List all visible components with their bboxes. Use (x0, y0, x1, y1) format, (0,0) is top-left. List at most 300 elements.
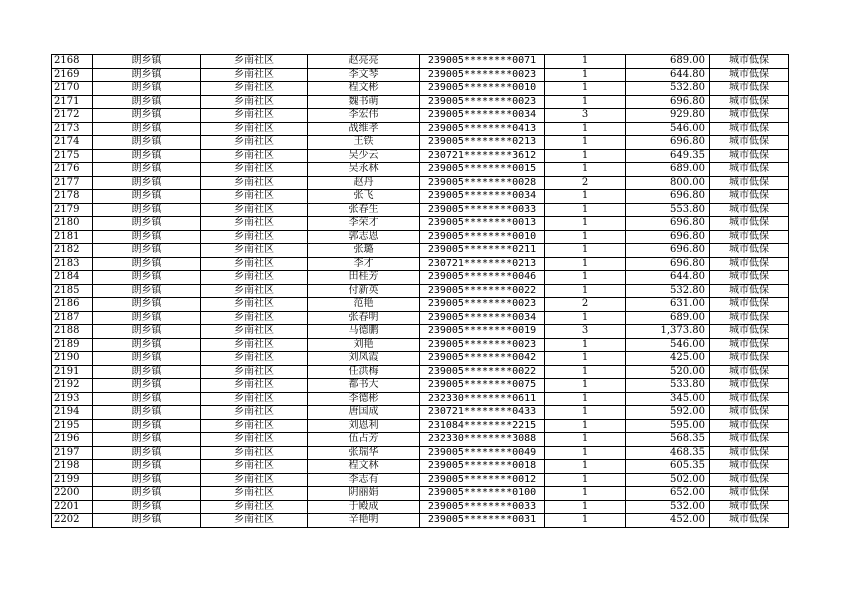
category-cell: 城市低保 (710, 122, 789, 136)
name-cell: 唐国成 (308, 406, 420, 420)
name-cell: 范艳 (308, 298, 420, 312)
community-cell: 乡南社区 (201, 473, 308, 487)
id-number-cell: 232330********3088 (420, 433, 545, 447)
category-cell: 城市低保 (710, 190, 789, 204)
row-number: 2179 (52, 203, 93, 217)
town-cell: 朗乡镇 (93, 325, 201, 339)
household-size-cell: 1 (545, 392, 626, 406)
row-number: 2199 (52, 473, 93, 487)
community-cell: 乡南社区 (201, 365, 308, 379)
table-row (52, 473, 789, 487)
table-row (52, 203, 789, 217)
category-cell: 城市低保 (710, 55, 789, 69)
community-cell: 乡南社区 (201, 392, 308, 406)
community-cell: 乡南社区 (201, 257, 308, 271)
town-cell: 朗乡镇 (93, 419, 201, 433)
name-cell: 张飞 (308, 190, 420, 204)
id-number-cell: 239005********0012 (420, 473, 545, 487)
table-row (52, 109, 789, 123)
amount-cell: 631.00 (626, 298, 710, 312)
amount-cell: 533.80 (626, 379, 710, 393)
row-number: 2178 (52, 190, 93, 204)
community-cell: 乡南社区 (201, 136, 308, 150)
household-size-cell: 1 (545, 446, 626, 460)
name-cell: 伍占芳 (308, 433, 420, 447)
category-cell: 城市低保 (710, 176, 789, 190)
household-size-cell: 1 (545, 203, 626, 217)
community-cell: 乡南社区 (201, 149, 308, 163)
id-number-cell: 239005********0071 (420, 55, 545, 69)
table-row (52, 68, 789, 82)
name-cell: 郭志恩 (308, 230, 420, 244)
name-cell: 刘恩利 (308, 419, 420, 433)
amount-cell: 532.00 (626, 500, 710, 514)
amount-cell: 649.35 (626, 149, 710, 163)
community-cell: 乡南社区 (201, 230, 308, 244)
name-cell: 李德彬 (308, 392, 420, 406)
id-number-cell: 239005********0023 (420, 338, 545, 352)
amount-cell: 644.80 (626, 68, 710, 82)
town-cell: 朗乡镇 (93, 82, 201, 96)
amount-cell: 546.00 (626, 122, 710, 136)
id-number-cell: 232330********0611 (420, 392, 545, 406)
name-cell: 赵亮亮 (308, 55, 420, 69)
category-cell: 城市低保 (710, 460, 789, 474)
table-row (52, 514, 789, 528)
id-number-cell: 239005********0033 (420, 500, 545, 514)
category-cell: 城市低保 (710, 109, 789, 123)
household-size-cell: 3 (545, 325, 626, 339)
household-size-cell: 1 (545, 149, 626, 163)
amount-cell: 520.00 (626, 365, 710, 379)
row-number: 2193 (52, 392, 93, 406)
household-size-cell: 1 (545, 419, 626, 433)
town-cell: 朗乡镇 (93, 176, 201, 190)
row-number: 2198 (52, 460, 93, 474)
id-number-cell: 239005********0010 (420, 230, 545, 244)
row-number: 2180 (52, 217, 93, 231)
category-cell: 城市低保 (710, 338, 789, 352)
household-size-cell: 1 (545, 365, 626, 379)
community-cell: 乡南社区 (201, 190, 308, 204)
amount-cell: 800.00 (626, 176, 710, 190)
community-cell: 乡南社区 (201, 203, 308, 217)
row-number: 2173 (52, 122, 93, 136)
category-cell: 城市低保 (710, 392, 789, 406)
community-cell: 乡南社区 (201, 338, 308, 352)
community-cell: 乡南社区 (201, 311, 308, 325)
name-cell: 任洪梅 (308, 365, 420, 379)
community-cell: 乡南社区 (201, 446, 308, 460)
id-number-cell: 239005********0010 (420, 82, 545, 96)
row-number: 2185 (52, 284, 93, 298)
category-cell: 城市低保 (710, 136, 789, 150)
household-size-cell: 1 (545, 473, 626, 487)
town-cell: 朗乡镇 (93, 284, 201, 298)
name-cell: 赵丹 (308, 176, 420, 190)
table-row (52, 325, 789, 339)
table-row (52, 446, 789, 460)
id-number-cell: 239005********0042 (420, 352, 545, 366)
household-size-cell: 1 (545, 257, 626, 271)
town-cell: 朗乡镇 (93, 203, 201, 217)
id-number-cell: 230721********0433 (420, 406, 545, 420)
table-row (52, 149, 789, 163)
town-cell: 朗乡镇 (93, 433, 201, 447)
id-number-cell: 239005********0034 (420, 311, 545, 325)
name-cell: 于殿成 (308, 500, 420, 514)
category-cell: 城市低保 (710, 325, 789, 339)
household-size-cell: 1 (545, 95, 626, 109)
town-cell: 朗乡镇 (93, 244, 201, 258)
town-cell: 朗乡镇 (93, 311, 201, 325)
row-number: 2186 (52, 298, 93, 312)
id-number-cell: 239005********0013 (420, 217, 545, 231)
amount-cell: 696.80 (626, 95, 710, 109)
name-cell: 程文彬 (308, 82, 420, 96)
name-cell: 马德鹏 (308, 325, 420, 339)
category-cell: 城市低保 (710, 473, 789, 487)
town-cell: 朗乡镇 (93, 217, 201, 231)
name-cell: 刘凤霞 (308, 352, 420, 366)
community-cell: 乡南社区 (201, 68, 308, 82)
household-size-cell: 1 (545, 217, 626, 231)
household-size-cell: 1 (545, 122, 626, 136)
community-cell: 乡南社区 (201, 271, 308, 285)
town-cell: 朗乡镇 (93, 460, 201, 474)
category-cell: 城市低保 (710, 163, 789, 177)
category-cell: 城市低保 (710, 433, 789, 447)
amount-cell: 595.00 (626, 419, 710, 433)
table-row (52, 136, 789, 150)
name-cell: 吴少云 (308, 149, 420, 163)
household-size-cell: 1 (545, 500, 626, 514)
table-row (52, 163, 789, 177)
row-number: 2174 (52, 136, 93, 150)
category-cell: 城市低保 (710, 217, 789, 231)
category-cell: 城市低保 (710, 244, 789, 258)
category-cell: 城市低保 (710, 82, 789, 96)
community-cell: 乡南社区 (201, 460, 308, 474)
row-number: 2195 (52, 419, 93, 433)
name-cell: 魏书萌 (308, 95, 420, 109)
id-number-cell: 239005********0033 (420, 203, 545, 217)
household-size-cell: 1 (545, 284, 626, 298)
name-cell: 付新英 (308, 284, 420, 298)
community-cell: 乡南社区 (201, 419, 308, 433)
category-cell: 城市低保 (710, 365, 789, 379)
id-number-cell: 239005********0211 (420, 244, 545, 258)
name-cell: 战维孝 (308, 122, 420, 136)
town-cell: 朗乡镇 (93, 55, 201, 69)
row-number: 2183 (52, 257, 93, 271)
id-number-cell: 239005********0023 (420, 68, 545, 82)
table-row (52, 190, 789, 204)
row-number: 2171 (52, 95, 93, 109)
row-number: 2169 (52, 68, 93, 82)
name-cell: 李志有 (308, 473, 420, 487)
household-size-cell: 1 (545, 487, 626, 501)
table-row (52, 487, 789, 501)
row-number: 2191 (52, 365, 93, 379)
table-row (52, 338, 789, 352)
town-cell: 朗乡镇 (93, 163, 201, 177)
household-size-cell: 1 (545, 55, 626, 69)
amount-cell: 592.00 (626, 406, 710, 420)
household-size-cell: 1 (545, 271, 626, 285)
household-size-cell: 1 (545, 244, 626, 258)
town-cell: 朗乡镇 (93, 257, 201, 271)
community-cell: 乡南社区 (201, 379, 308, 393)
table-body (52, 55, 789, 528)
amount-cell: 689.00 (626, 55, 710, 69)
table-row (52, 500, 789, 514)
table-row (52, 217, 789, 231)
category-cell: 城市低保 (710, 298, 789, 312)
id-number-cell: 239005********0018 (420, 460, 545, 474)
id-number-cell: 239005********0213 (420, 136, 545, 150)
amount-cell: 696.80 (626, 136, 710, 150)
household-size-cell: 1 (545, 338, 626, 352)
category-cell: 城市低保 (710, 95, 789, 109)
household-size-cell: 1 (545, 82, 626, 96)
id-number-cell: 239005********0075 (420, 379, 545, 393)
category-cell: 城市低保 (710, 271, 789, 285)
row-number: 2170 (52, 82, 93, 96)
community-cell: 乡南社区 (201, 163, 308, 177)
name-cell: 李才 (308, 257, 420, 271)
town-cell: 朗乡镇 (93, 338, 201, 352)
community-cell: 乡南社区 (201, 433, 308, 447)
table-row (52, 460, 789, 474)
row-number: 2201 (52, 500, 93, 514)
table-row (52, 284, 789, 298)
amount-cell: 568.35 (626, 433, 710, 447)
amount-cell: 468.35 (626, 446, 710, 460)
household-size-cell: 1 (545, 433, 626, 447)
id-number-cell: 239005********0046 (420, 271, 545, 285)
table-row (52, 55, 789, 69)
id-number-cell: 239005********0015 (420, 163, 545, 177)
row-number: 2187 (52, 311, 93, 325)
row-number: 2197 (52, 446, 93, 460)
town-cell: 朗乡镇 (93, 149, 201, 163)
id-number-cell: 239005********0023 (420, 95, 545, 109)
household-size-cell: 1 (545, 406, 626, 420)
table-row (52, 244, 789, 258)
category-cell: 城市低保 (710, 68, 789, 82)
amount-cell: 696.80 (626, 190, 710, 204)
table-row (52, 176, 789, 190)
category-cell: 城市低保 (710, 257, 789, 271)
row-number: 2202 (52, 514, 93, 528)
name-cell: 李文琴 (308, 68, 420, 82)
name-cell: 阴丽娟 (308, 487, 420, 501)
amount-cell: 929.80 (626, 109, 710, 123)
category-cell: 城市低保 (710, 487, 789, 501)
row-number: 2188 (52, 325, 93, 339)
id-number-cell: 239005********0034 (420, 190, 545, 204)
community-cell: 乡南社区 (201, 244, 308, 258)
community-cell: 乡南社区 (201, 325, 308, 339)
name-cell: 程文林 (308, 460, 420, 474)
table-row (52, 406, 789, 420)
community-cell: 乡南社区 (201, 352, 308, 366)
row-number: 2184 (52, 271, 93, 285)
amount-cell: 696.80 (626, 244, 710, 258)
table-row (52, 433, 789, 447)
amount-cell: 553.80 (626, 203, 710, 217)
amount-cell: 696.80 (626, 257, 710, 271)
amount-cell: 1,373.80 (626, 325, 710, 339)
town-cell: 朗乡镇 (93, 379, 201, 393)
row-number: 2196 (52, 433, 93, 447)
community-cell: 乡南社区 (201, 176, 308, 190)
category-cell: 城市低保 (710, 230, 789, 244)
category-cell: 城市低保 (710, 352, 789, 366)
name-cell: 田桂芳 (308, 271, 420, 285)
town-cell: 朗乡镇 (93, 230, 201, 244)
table-row (52, 271, 789, 285)
table-row (52, 379, 789, 393)
household-size-cell: 1 (545, 379, 626, 393)
name-cell: 吴永林 (308, 163, 420, 177)
row-number: 2182 (52, 244, 93, 258)
amount-cell: 644.80 (626, 271, 710, 285)
id-number-cell: 230721********0213 (420, 257, 545, 271)
town-cell: 朗乡镇 (93, 406, 201, 420)
table-row (52, 82, 789, 96)
id-number-cell: 239005********0413 (420, 122, 545, 136)
town-cell: 朗乡镇 (93, 298, 201, 312)
table-row (52, 365, 789, 379)
row-number: 2176 (52, 163, 93, 177)
category-cell: 城市低保 (710, 500, 789, 514)
town-cell: 朗乡镇 (93, 392, 201, 406)
household-size-cell: 2 (545, 298, 626, 312)
amount-cell: 696.80 (626, 217, 710, 231)
table-row (52, 95, 789, 109)
name-cell: 都书大 (308, 379, 420, 393)
id-number-cell: 239005********0023 (420, 298, 545, 312)
amount-cell: 546.00 (626, 338, 710, 352)
community-cell: 乡南社区 (201, 406, 308, 420)
id-number-cell: 230721********3612 (420, 149, 545, 163)
community-cell: 乡南社区 (201, 284, 308, 298)
household-size-cell: 1 (545, 163, 626, 177)
table-row (52, 298, 789, 312)
id-number-cell: 239005********0022 (420, 284, 545, 298)
community-cell: 乡南社区 (201, 82, 308, 96)
town-cell: 朗乡镇 (93, 352, 201, 366)
name-cell: 王铁 (308, 136, 420, 150)
household-size-cell: 1 (545, 460, 626, 474)
household-size-cell: 2 (545, 176, 626, 190)
category-cell: 城市低保 (710, 379, 789, 393)
id-number-cell: 239005********0031 (420, 514, 545, 528)
name-cell: 李宏伟 (308, 109, 420, 123)
row-number: 2189 (52, 338, 93, 352)
amount-cell: 532.80 (626, 82, 710, 96)
community-cell: 乡南社区 (201, 109, 308, 123)
table-row (52, 230, 789, 244)
row-number: 2177 (52, 176, 93, 190)
community-cell: 乡南社区 (201, 217, 308, 231)
id-number-cell: 239005********0034 (420, 109, 545, 123)
household-size-cell: 1 (545, 136, 626, 150)
row-number: 2175 (52, 149, 93, 163)
community-cell: 乡南社区 (201, 95, 308, 109)
id-number-cell: 239005********0049 (420, 446, 545, 460)
table-row (52, 392, 789, 406)
table-row (52, 122, 789, 136)
row-number: 2172 (52, 109, 93, 123)
amount-cell: 425.00 (626, 352, 710, 366)
id-number-cell: 239005********0028 (420, 176, 545, 190)
category-cell: 城市低保 (710, 419, 789, 433)
amount-cell: 452.00 (626, 514, 710, 528)
community-cell: 乡南社区 (201, 487, 308, 501)
community-cell: 乡南社区 (201, 122, 308, 136)
row-number: 2168 (52, 55, 93, 69)
household-size-cell: 1 (545, 230, 626, 244)
row-number: 2192 (52, 379, 93, 393)
table-row (52, 257, 789, 271)
community-cell: 乡南社区 (201, 55, 308, 69)
community-cell: 乡南社区 (201, 500, 308, 514)
data-table (51, 54, 789, 528)
town-cell: 朗乡镇 (93, 68, 201, 82)
amount-cell: 345.00 (626, 392, 710, 406)
town-cell: 朗乡镇 (93, 365, 201, 379)
town-cell: 朗乡镇 (93, 136, 201, 150)
name-cell: 刘艳 (308, 338, 420, 352)
row-number: 2200 (52, 487, 93, 501)
name-cell: 李荣才 (308, 217, 420, 231)
category-cell: 城市低保 (710, 149, 789, 163)
name-cell: 张春明 (308, 311, 420, 325)
category-cell: 城市低保 (710, 284, 789, 298)
name-cell: 张璐 (308, 244, 420, 258)
household-size-cell: 1 (545, 190, 626, 204)
name-cell: 张瑞华 (308, 446, 420, 460)
table-row (52, 311, 789, 325)
table-row (52, 352, 789, 366)
name-cell: 张春生 (308, 203, 420, 217)
town-cell: 朗乡镇 (93, 190, 201, 204)
category-cell: 城市低保 (710, 311, 789, 325)
name-cell: 辛艳明 (308, 514, 420, 528)
row-number: 2194 (52, 406, 93, 420)
amount-cell: 689.00 (626, 311, 710, 325)
household-size-cell: 1 (545, 514, 626, 528)
table-row (52, 419, 789, 433)
community-cell: 乡南社区 (201, 514, 308, 528)
household-size-cell: 3 (545, 109, 626, 123)
amount-cell: 652.00 (626, 487, 710, 501)
town-cell: 朗乡镇 (93, 446, 201, 460)
category-cell: 城市低保 (710, 514, 789, 528)
category-cell: 城市低保 (710, 406, 789, 420)
id-number-cell: 239005********0022 (420, 365, 545, 379)
town-cell: 朗乡镇 (93, 271, 201, 285)
household-size-cell: 1 (545, 311, 626, 325)
row-number: 2181 (52, 230, 93, 244)
amount-cell: 696.80 (626, 230, 710, 244)
town-cell: 朗乡镇 (93, 487, 201, 501)
town-cell: 朗乡镇 (93, 473, 201, 487)
amount-cell: 532.80 (626, 284, 710, 298)
